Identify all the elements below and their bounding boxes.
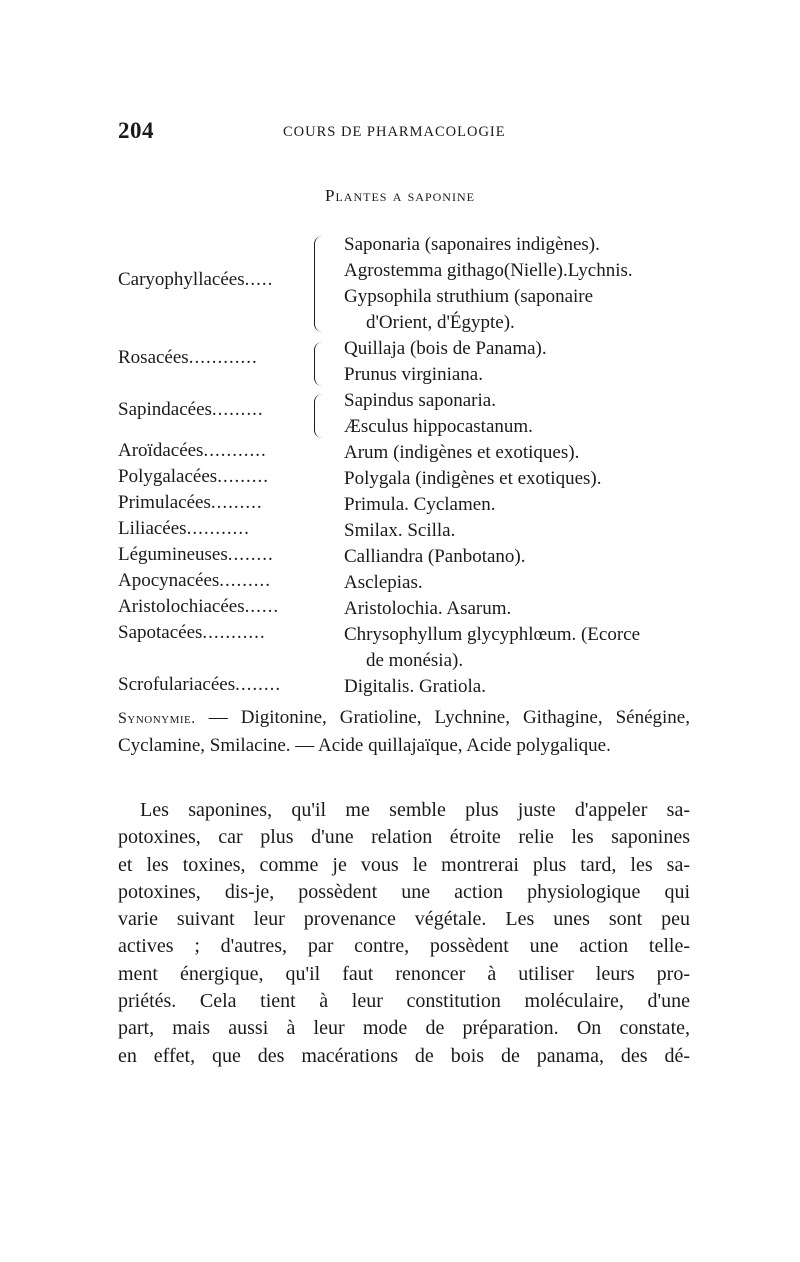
family-label: Aristolochiacées...... xyxy=(118,596,280,617)
family-label: Apocynacées......... xyxy=(118,570,272,591)
family-label: Sapotacées........... xyxy=(118,622,266,643)
body-paragraph xyxy=(118,797,690,1070)
plant-entry: Smilax. Scilla. xyxy=(344,520,456,541)
brace xyxy=(314,236,325,332)
text-line: part, mais aussi à leur mode de préparation. On constate, xyxy=(118,1017,690,1040)
family-label: Rosacées............ xyxy=(118,347,258,368)
text-line: potoxines, car plus d'une relation étroite relie les saponines xyxy=(118,826,690,849)
plant-entry: Prunus virginiana. xyxy=(344,364,483,385)
text-line: actives ; d'autres, par contre, possèdent une action telle- xyxy=(118,935,690,958)
plant-entry: Agrostemma githago(Nielle).Lychnis. xyxy=(344,260,633,281)
family-label: Sapindacées......... xyxy=(118,399,264,420)
plant-entry: Polygala (indigènes et exotiques). xyxy=(344,468,602,489)
synonymie-text: — Digitonine, Gratioline, Lychnine, Githagine, Sénégine, Cyclamine, Smilacine. — Acide quillajaïque, Acide polygalique. xyxy=(118,707,690,756)
family-label: Aroïdacées........... xyxy=(118,440,267,461)
text-line: Les saponines, qu'il me semble plus juste d'appeler sa- xyxy=(140,799,690,821)
family-label: Scrofulariacées........ xyxy=(118,674,282,695)
text-line: ment énergique, qu'il faut renoncer à utiliser leurs pro- xyxy=(118,962,690,985)
family-label: Caryophyllacées..... xyxy=(118,269,274,290)
plant-list xyxy=(344,622,640,674)
brace xyxy=(314,394,325,438)
plant-entry: de monésia). xyxy=(366,650,464,671)
plant-entry: Æsculus hippocastanum. xyxy=(344,416,533,437)
plant-list xyxy=(344,232,633,336)
family-label: Liliacées........... xyxy=(118,518,250,539)
plant-entry: Quillaja (bois de Panama). xyxy=(344,338,547,359)
plant-entry: Sapindus saponaria. xyxy=(344,390,496,411)
family-label: Primulacées......... xyxy=(118,492,263,513)
page-header xyxy=(118,118,690,148)
plant-entry: d'Orient, d'Égypte). xyxy=(366,312,515,333)
plant-entry: Saponaria (saponaires indigènes). xyxy=(344,234,600,255)
plant-entry: Gypsophila struthium (saponaire xyxy=(344,286,594,307)
plant-list xyxy=(344,336,547,388)
plant-entry: Asclepias. xyxy=(344,572,423,593)
plant-entry: Chrysophyllum glycyphlœum. (Ecorce xyxy=(344,624,641,645)
synonymie-paragraph xyxy=(118,704,690,759)
text-line: en effet, que des macérations de bois de panama, des dé- xyxy=(118,1044,690,1067)
section-title xyxy=(0,186,800,206)
text-line: varie suivant leur provenance végétale. Les unes sont peu xyxy=(118,908,690,931)
plant-entry: Arum (indigènes et exotiques). xyxy=(344,442,580,463)
text-line: et les toxines, comme je vous le montrerai plus tard, les sa- xyxy=(118,853,690,876)
family-label: Légumineuses........ xyxy=(118,544,274,565)
plant-list xyxy=(344,388,533,440)
plant-entry: Digitalis. Gratiola. xyxy=(344,676,486,697)
text-line: priétés. Cela tient à leur constitution moléculaire, d'une xyxy=(118,990,690,1013)
text-line: potoxines, dis-je, possèdent une action physiologique qui xyxy=(118,880,690,903)
section-title-text: Plantes a saponine xyxy=(325,186,475,205)
family-label: Polygalacées......... xyxy=(118,466,269,487)
running-head: COURS DE PHARMACOLOGIE xyxy=(283,124,506,140)
page-number: 204 xyxy=(118,118,154,143)
plant-entry: Primula. Cyclamen. xyxy=(344,494,496,515)
synonymie-label: Synonymie. xyxy=(118,710,196,727)
plant-entry: Calliandra (Panbotano). xyxy=(344,546,526,567)
plant-entry: Aristolochia. Asarum. xyxy=(344,598,512,619)
brace xyxy=(314,342,325,386)
